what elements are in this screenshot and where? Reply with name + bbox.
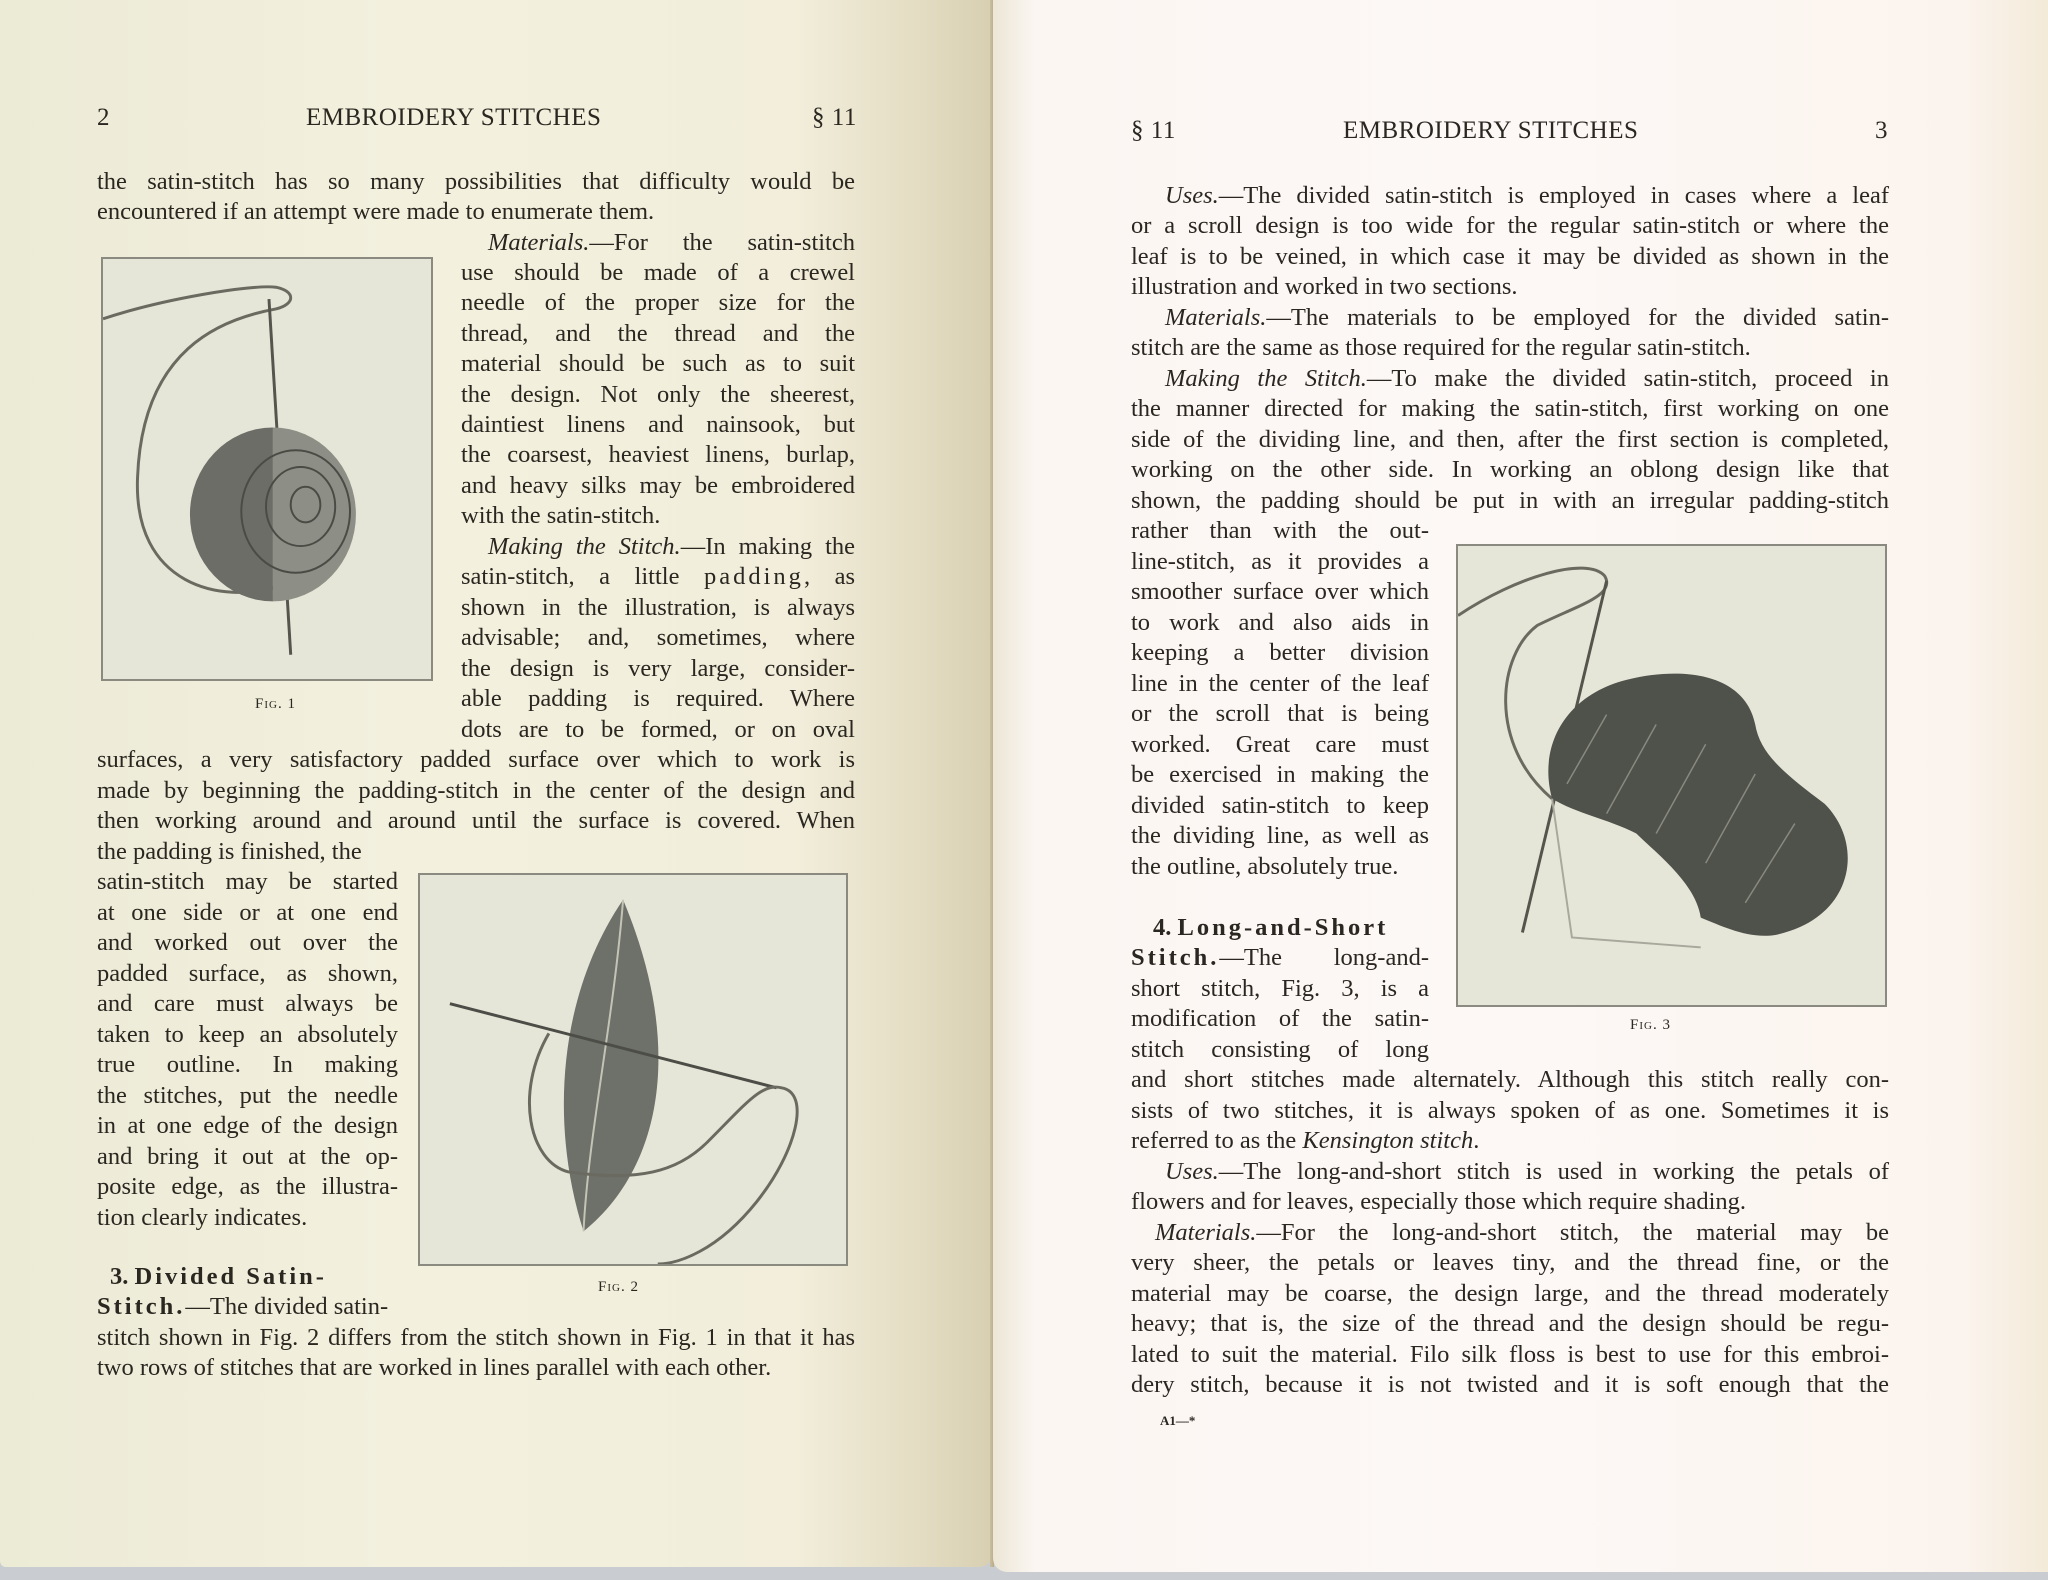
- paragraph-materials-first: [1155, 1218, 1889, 1248]
- dash: —: [1256, 1219, 1281, 1246]
- dash: —: [1366, 365, 1392, 392]
- text: The divided satin-: [209, 1293, 389, 1320]
- figure-2-divided-satin-stitch: [418, 873, 848, 1266]
- figure-caption: Fig. 2: [598, 1279, 639, 1295]
- text: .: [1473, 1127, 1480, 1154]
- body-line: keeping a better division: [1131, 639, 1429, 666]
- italic-term: Kensington stitch: [1302, 1127, 1474, 1154]
- body-line: then working around and around until the surface is covered. When: [97, 807, 855, 834]
- body-line: side of the dividing line, and then, after the first section is completed,: [1131, 426, 1889, 453]
- body-line: and bring it out at the op-: [97, 1143, 398, 1170]
- dash: —: [185, 1293, 210, 1320]
- paragraph-uses-first: [1165, 181, 1889, 211]
- text: satin-stitch, a little: [461, 563, 704, 590]
- body-line: modification of the satin-: [1131, 1005, 1429, 1032]
- dash: —: [680, 533, 706, 560]
- run-in-label: Materials.: [1155, 1219, 1257, 1246]
- body-line: [461, 562, 855, 592]
- paragraph-section3-first: [97, 1292, 388, 1322]
- text: In making the: [705, 533, 855, 560]
- body-line: rather than with the out-: [1131, 517, 1429, 544]
- text: The materials to be employed for the divided satin-: [1290, 304, 1889, 331]
- body-line: stitch are the same as those required for the regular satin-stitch.: [1131, 334, 1751, 361]
- body-line: the padding is finished, the: [97, 838, 362, 865]
- section-title: Stitch.: [1131, 944, 1220, 971]
- text: , as: [803, 563, 855, 590]
- body-line: satin-stitch may be started: [97, 868, 398, 895]
- divided-satin-stitch-illustration: [420, 875, 846, 1264]
- body-line: material may be coarse, the design large, and the thread moderately: [1131, 1280, 1889, 1307]
- section-title: Long-and-Short: [1177, 914, 1389, 941]
- section-number: 4.: [1153, 914, 1172, 941]
- section-mark: § 11: [1131, 117, 1176, 144]
- figure-1-satin-stitch-dot: [101, 257, 433, 681]
- text: The long-and-: [1243, 944, 1429, 971]
- body-line: posite edge, as the illustra-: [97, 1173, 398, 1200]
- body-line: stitch shown in Fig. 2 differs from the stitch shown in Fig. 1 in that it has: [97, 1324, 855, 1351]
- body-line: surfaces, a very satisfactory padded surface over which to work is: [97, 746, 855, 773]
- section-number: 3.: [110, 1263, 129, 1290]
- paragraph-making-first: [1165, 364, 1889, 394]
- run-in-label: Materials.: [488, 229, 590, 256]
- section-title: Stitch.: [97, 1293, 186, 1320]
- dash: —: [1218, 182, 1244, 209]
- body-line: worked. Great care must: [1131, 731, 1429, 758]
- body-line: [1131, 1126, 1479, 1156]
- body-line: in at one edge of the design: [97, 1112, 398, 1139]
- body-line: material should be such as to suit: [461, 350, 855, 377]
- section-title: Divided Satin-: [134, 1263, 327, 1290]
- body-line: with the satin-stitch.: [461, 502, 661, 529]
- body-line: tion clearly indicates.: [97, 1204, 308, 1231]
- body-line: the dividing line, as well as: [1131, 822, 1429, 849]
- body-line: sists of two stitches, it is always spoken of as one. Sometimes it is: [1131, 1097, 1889, 1124]
- paragraph-materials-first: [1165, 303, 1889, 333]
- run-in-label: Materials.: [1165, 304, 1267, 331]
- dash: —: [589, 229, 614, 256]
- page-number: 3: [1875, 117, 1888, 144]
- body-line: daintiest linens and nainsook, but: [461, 411, 855, 438]
- page-number: 2: [97, 104, 110, 131]
- body-line: use should be made of a crewel: [461, 259, 855, 286]
- body-line: able padding is required. Where: [461, 685, 855, 712]
- run-in-label: Making the Stitch.: [488, 533, 681, 560]
- body-line: line in the center of the leaf: [1131, 670, 1429, 697]
- body-line: stitch consisting of long: [1131, 1036, 1429, 1063]
- text: The long-and-short stitch is used in working the petals of: [1243, 1158, 1889, 1185]
- body-line: very sheer, the petals or leaves tiny, and the thread fine, or the: [1131, 1249, 1889, 1276]
- body-line: the satin-stitch has so many possibilities that difficulty would be: [97, 168, 855, 195]
- body-line: illustration and worked in two sections.: [1131, 273, 1518, 300]
- body-line: padded surface, as shown,: [97, 960, 398, 987]
- dash: —: [1266, 304, 1291, 331]
- body-line: leaf is to be veined, in which case it may be divided as shown in the: [1131, 243, 1889, 270]
- body-line: the coarsest, heaviest linens, burlap,: [461, 441, 855, 468]
- figure-caption: Fig. 1: [255, 696, 296, 712]
- body-line: encountered if an attempt were made to enumerate them.: [97, 198, 655, 225]
- body-line: and care must always be: [97, 990, 398, 1017]
- body-line: smoother surface over which: [1131, 578, 1429, 605]
- body-line: two rows of stitches that are worked in lines parallel with each other.: [97, 1354, 772, 1381]
- body-line: the stitches, put the needle: [97, 1082, 398, 1109]
- body-line: thread, and the thread and the: [461, 320, 855, 347]
- body-line: to work and also aids in: [1131, 609, 1429, 636]
- paragraph-materials-first: [488, 228, 855, 258]
- body-line: made by beginning the padding-stitch in the center of the design and: [97, 777, 855, 804]
- paragraph-uses-first: [1165, 1157, 1889, 1187]
- body-line: advisable; and, sometimes, where: [461, 624, 855, 651]
- body-line: taken to keep an absolutely: [97, 1021, 398, 1048]
- body-line: at one side or at one end: [97, 899, 398, 926]
- body-line: divided satin-stitch to keep: [1131, 792, 1429, 819]
- body-line: shown in the illustration, is always: [461, 594, 855, 621]
- body-line: shown, the padding should be put in with an irregular padding-stitch: [1131, 487, 1889, 514]
- figure-3-long-and-short-stitch: [1456, 544, 1887, 1007]
- body-line: and short stitches made alternately. Although this stitch really con-: [1131, 1066, 1889, 1093]
- left-page: [0, 0, 993, 1567]
- body-line: short stitch, Fig. 3, is a: [1131, 975, 1429, 1002]
- body-line: dots are to be formed, or on oval: [461, 716, 855, 743]
- run-in-label: Uses.: [1165, 182, 1219, 209]
- dash: —: [1219, 944, 1244, 971]
- paragraph-making-first: [488, 532, 855, 562]
- body-line: heavy; that is, the size of the thread and the design should be regu-: [1131, 1310, 1889, 1337]
- body-line: the design. Not only the sheerest,: [461, 381, 855, 408]
- body-line: flowers and for leaves, especially those which require shading.: [1131, 1188, 1747, 1215]
- body-line: lated to suit the material. Filo silk floss is best to use for this embroi-: [1131, 1341, 1889, 1368]
- body-line: or the scroll that is being: [1131, 700, 1429, 727]
- text: To make the divided satin-stitch, proceed in: [1391, 365, 1889, 392]
- satin-stitch-dot-illustration: [103, 259, 431, 679]
- body-line: be exercised in making the: [1131, 761, 1429, 788]
- signature-mark: A1—*: [1160, 1413, 1196, 1428]
- text: For the long-and-short stitch, the material may be: [1280, 1219, 1889, 1246]
- section-heading-3: [110, 1262, 327, 1292]
- right-page: [993, 0, 2048, 1572]
- body-line: true outline. In making: [97, 1051, 398, 1078]
- body-line: the outline, absolutely true.: [1131, 853, 1399, 880]
- dash: —: [1218, 1158, 1244, 1185]
- long-and-short-stitch-illustration: [1458, 546, 1885, 1005]
- run-in-label: Uses.: [1165, 1158, 1219, 1185]
- paragraph-section4-first: [1131, 943, 1429, 973]
- section-mark: § 11: [812, 104, 857, 131]
- running-title: EMBROIDERY STITCHES: [306, 104, 602, 131]
- text: The divided satin-stitch is employed in cases where a leaf: [1243, 182, 1889, 209]
- body-line: and worked out over the: [97, 929, 398, 956]
- body-line: the design is very large, consider-: [461, 655, 855, 682]
- run-in-label: Making the Stitch.: [1165, 365, 1367, 392]
- body-line: or a scroll design is too wide for the regular satin-stitch or where the: [1131, 212, 1889, 239]
- body-line: working on the other side. In working an oblong design like that: [1131, 456, 1889, 483]
- body-line: the manner directed for making the satin-stitch, first working on one: [1131, 395, 1889, 422]
- figure-caption: Fig. 3: [1630, 1017, 1671, 1033]
- text: For the satin-stitch: [613, 229, 855, 256]
- running-title: EMBROIDERY STITCHES: [1343, 117, 1639, 144]
- emphasis-text: padding: [704, 563, 804, 590]
- body-line: line-stitch, as it provides a: [1131, 548, 1429, 575]
- body-line: and heavy silks may be embroidered: [461, 472, 855, 499]
- text: referred to as the: [1131, 1127, 1303, 1154]
- body-line: needle of the proper size for the: [461, 289, 855, 316]
- section-heading-4: [1153, 913, 1388, 943]
- body-line: dery stitch, because it is not twisted and it is soft enough that the: [1131, 1371, 1889, 1398]
